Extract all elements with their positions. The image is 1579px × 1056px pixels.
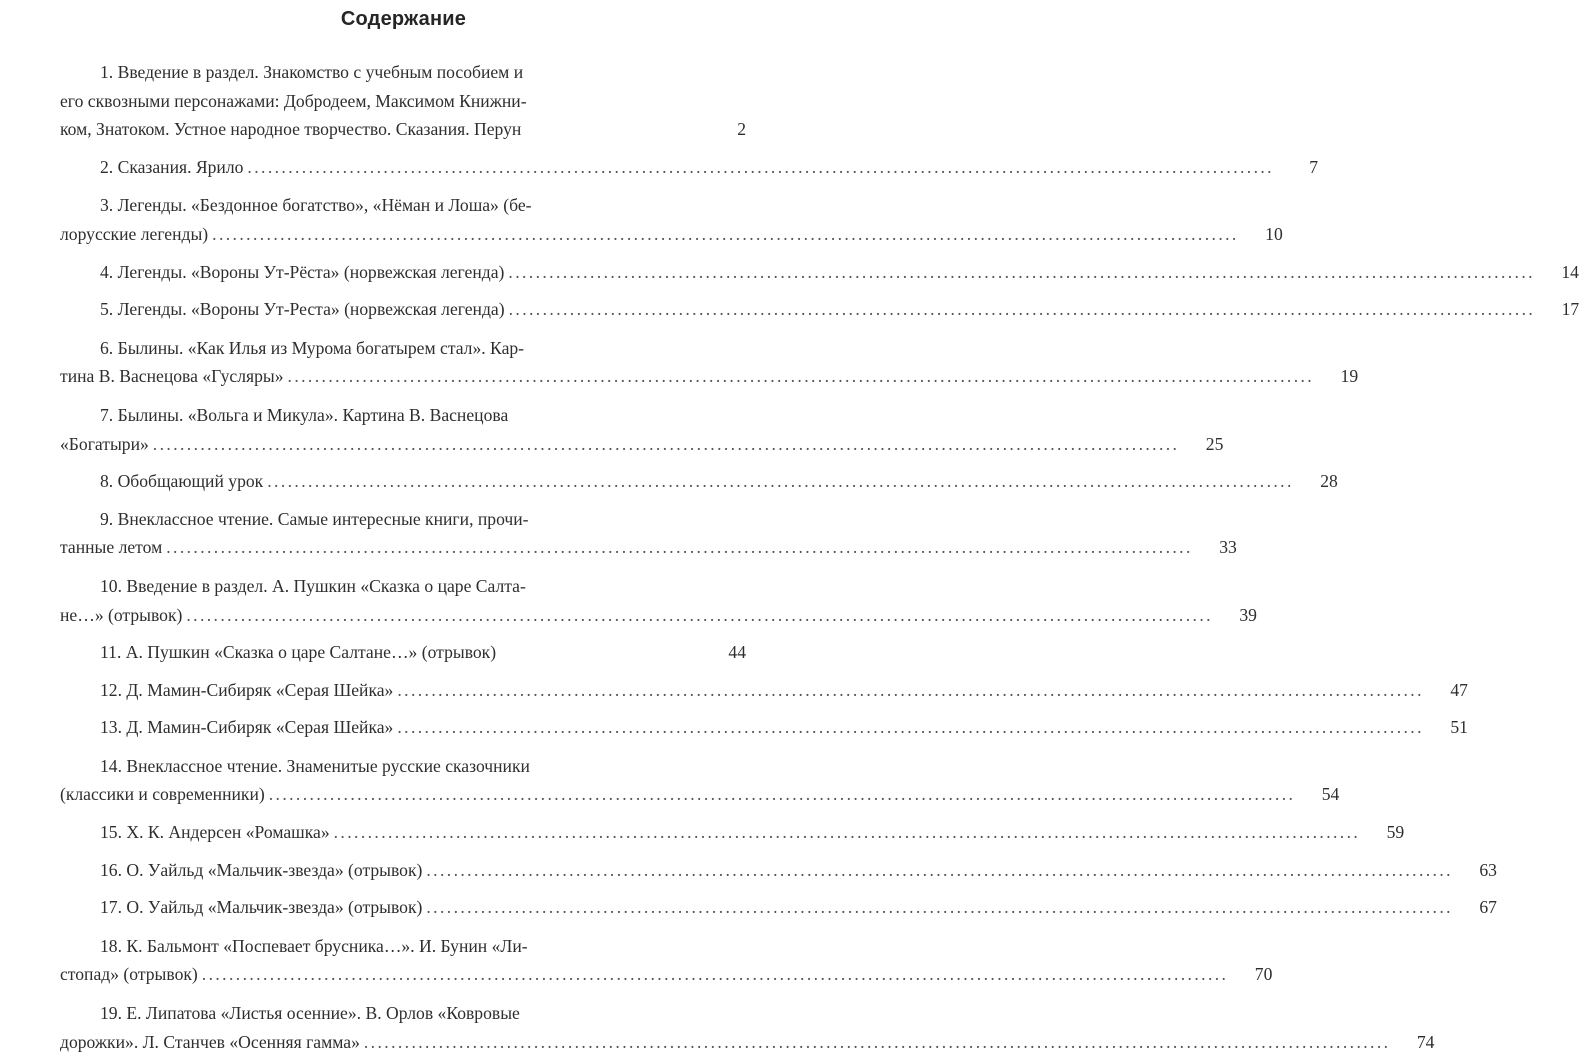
toc-entry [60, 572, 1257, 629]
toc-entry [60, 153, 1318, 182]
toc-entry-last-line [60, 153, 1318, 182]
toc-entry-last-line [60, 818, 1405, 847]
dot-leader [426, 893, 1453, 922]
toc-entry-last-line [60, 960, 1273, 989]
dot-leader [269, 780, 1296, 809]
toc-entry [60, 295, 1579, 324]
toc-entry [60, 752, 1340, 809]
toc-entry-last-line [60, 362, 1359, 391]
toc-entry-last-line [60, 676, 1468, 705]
toc-entry-title: «Богатыри» [60, 433, 149, 454]
toc-entry-line: 18. К. Бальмонт «Поспевает брусника…». И. Бунин «Ли- [100, 935, 528, 956]
toc-entry-title: 17. О. Уайльд «Мальчик-звезда» (отрывок) [100, 897, 423, 918]
page-number: 44 [728, 642, 746, 663]
page-number: 47 [1450, 679, 1468, 700]
dot-leader [153, 430, 1180, 459]
page-number: 59 [1386, 822, 1405, 843]
toc-entry [60, 893, 1497, 922]
page-number: 74 [1416, 1031, 1435, 1052]
dot-leader [397, 713, 1424, 742]
page-number: 28 [1320, 471, 1338, 492]
page-number: 10 [1265, 223, 1283, 244]
page-number: 63 [1479, 859, 1497, 880]
page-title: Содержание [340, 8, 467, 30]
toc-entry-title: ком, Знатоком. Устное народное творчество. Сказания. Перун [60, 119, 522, 140]
page-number: 39 [1239, 604, 1257, 625]
toc-entry-line: 1. Введение в раздел. Знакомство с учебным пособием и [100, 62, 524, 82]
dot-leader [334, 818, 1361, 847]
toc-entry [60, 818, 1405, 847]
toc-entry-last-line [60, 115, 746, 144]
toc-entry-title: 8. Обобщающий урок [100, 471, 264, 492]
toc-entry [60, 638, 746, 667]
toc-entry [60, 401, 1224, 458]
toc-entry-title: 11. А. Пушкин «Сказка о царе Салтане…» (отрывок) [100, 642, 497, 663]
dot-leader [166, 533, 1193, 562]
toc-entry-line: 14. Внеклассное чтение. Знаменитые русские сказочники [100, 755, 530, 776]
toc-entry [60, 505, 1237, 562]
toc-entry [60, 676, 1468, 705]
dot-leader [202, 960, 1229, 989]
toc-entry-title: стопад» (отрывок) [60, 964, 198, 985]
toc-entry-last-line [60, 258, 1579, 287]
toc-entry [60, 58, 746, 144]
toc-entry-title: (классики и современники) [60, 784, 265, 805]
toc-entry [60, 467, 1338, 496]
dot-leader [508, 258, 1535, 287]
page-number: 67 [1479, 897, 1497, 918]
page-number: 19 [1340, 366, 1359, 387]
toc-entry [60, 856, 1497, 885]
toc-entry-last-line [60, 638, 746, 667]
toc-entry-last-line [60, 295, 1579, 324]
page-number: 54 [1321, 784, 1340, 805]
toc-entry-last-line [60, 467, 1338, 496]
toc-entry-last-line [60, 430, 1224, 459]
toc-entry-line: 10. Введение в раздел. А. Пушкин «Сказка о царе Салта- [100, 575, 526, 596]
toc-entry-last-line [60, 601, 1257, 630]
dot-leader [186, 601, 1213, 630]
toc-entry-title: тина В. Васнецова «Гусляры» [60, 366, 284, 387]
dot-leader [267, 467, 1294, 496]
toc-entry-title: 2. Сказания. Ярило [100, 156, 244, 177]
toc-entry-line: 19. Е. Липатова «Листья осенние». В. Орлов «Ковровые [100, 1003, 520, 1024]
toc-entry-last-line [60, 220, 1283, 249]
toc-entry-title: не…» (отрывок) [60, 604, 183, 625]
toc-entry [60, 999, 1435, 1056]
toc-entry-last-line [60, 856, 1497, 885]
page-number: 70 [1254, 964, 1273, 985]
toc-entry-line: его сквозными персонажами: Добродеем, Максимом Книжни- [60, 90, 527, 111]
toc-entry-line: 9. Внеклассное чтение. Самые интересные книги, прочи- [100, 508, 529, 529]
toc-entry-line: 3. Легенды. «Бездонное богатство», «Нёман и Лоша» (бе- [100, 195, 532, 216]
page-number: 14 [1561, 261, 1579, 282]
toc-entry-last-line [60, 1028, 1435, 1056]
toc-entry [60, 191, 1283, 248]
dot-leader [397, 676, 1424, 705]
page-number: 51 [1450, 717, 1468, 738]
toc-entry [60, 258, 1579, 287]
toc-entry [60, 334, 1359, 391]
page-number: 33 [1219, 537, 1237, 558]
toc-entry [60, 713, 1468, 742]
page-number: 7 [1309, 156, 1318, 177]
toc-entry [60, 932, 1273, 989]
toc-entry-last-line [60, 713, 1468, 742]
page-number: 25 [1205, 433, 1224, 454]
toc-entry-title: танные летом [60, 537, 163, 558]
toc-entry-line: 7. Былины. «Вольга и Микула». Картина В. Васнецова [100, 404, 509, 425]
toc-entry-last-line [60, 780, 1340, 809]
toc-entry-title: 12. Д. Мамин-Сибиряк «Серая Шейка» [100, 679, 394, 700]
toc-entry-last-line [60, 533, 1237, 562]
toc-entry-title: лорусские легенды) [60, 223, 209, 244]
toc-entry-title: 5. Легенды. «Вороны Ут-Реста» (норвежская легенда) [100, 299, 505, 320]
dot-leader [212, 220, 1239, 249]
toc-entry-last-line [60, 893, 1497, 922]
dot-leader [364, 1028, 1391, 1056]
dot-leader [247, 153, 1274, 182]
toc-entry-title: дорожки». Л. Станчев «Осенняя гамма» [60, 1031, 360, 1052]
toc-entry-title: 16. О. Уайльд «Мальчик-звезда» (отрывок) [100, 859, 423, 880]
toc-entry-title: 4. Легенды. «Вороны Ут-Рёста» (норвежская легенда) [100, 261, 505, 282]
toc-entry-title: 15. Х. К. Андерсен «Ромашка» [100, 822, 330, 843]
dot-leader [288, 362, 1315, 391]
dot-leader [509, 295, 1536, 324]
page-number: 17 [1561, 299, 1579, 320]
toc-entry-title: 13. Д. Мамин-Сибиряк «Серая Шейка» [100, 717, 394, 738]
dot-leader [426, 856, 1453, 885]
table-of-contents [60, 58, 1579, 1056]
page-number: 2 [737, 119, 746, 140]
toc-entry-line: 6. Былины. «Как Илья из Мурома богатырем стал». Кар- [100, 337, 525, 358]
